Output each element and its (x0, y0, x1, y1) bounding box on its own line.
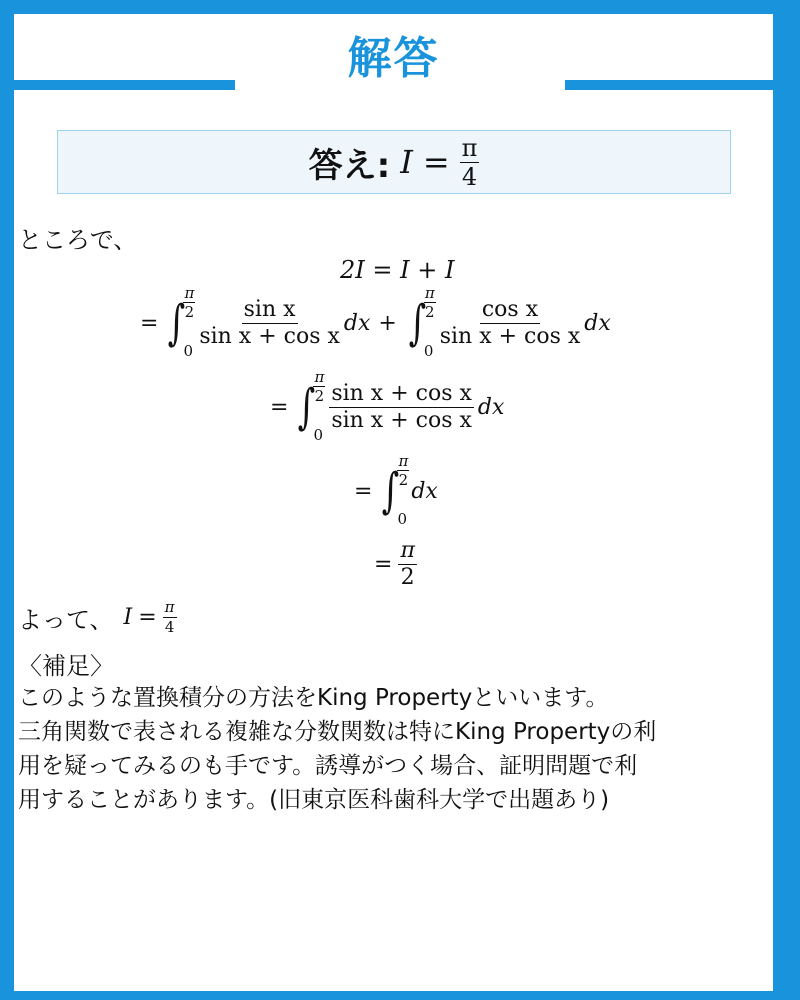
fraction-cos (439, 296, 581, 349)
equals-sign: = (270, 394, 289, 420)
lower-limit: 0 (313, 426, 323, 444)
differential: dx (411, 478, 438, 504)
upper-limit-num: π (314, 368, 325, 386)
answer-equation (400, 133, 479, 191)
answer-label: 答え: (308, 145, 391, 186)
integral-sign: ∫ (408, 295, 427, 351)
lower-limit: 0 (397, 510, 407, 528)
answer-box (57, 130, 731, 194)
fraction-sum (329, 380, 474, 433)
fraction-sum-num: sin x + cos x (331, 380, 472, 406)
answer-numerator: π (461, 133, 478, 162)
integral-sign: ∫ (168, 295, 186, 351)
answer-fraction (460, 133, 480, 191)
differential: dx (343, 310, 371, 336)
page-title: 解答 (347, 33, 440, 84)
upper-limit-den: 2 (398, 471, 409, 489)
result-denominator: 2 (400, 565, 415, 590)
equation-line-1: 2I = I + I (340, 256, 455, 284)
title-underline-right (565, 80, 773, 90)
upper-limit-den: 2 (184, 303, 195, 321)
equals-sign: = (374, 552, 393, 577)
equation-line-4 (354, 454, 438, 528)
note-line: 用することがあります。(旧東京医科歯科大学で出題あり) (18, 787, 610, 813)
lower-limit: 0 (183, 342, 193, 360)
conclusion-prefix: よって、 (18, 606, 114, 634)
upper-limit-num: π (424, 284, 435, 302)
worksheet (14, 14, 773, 991)
conclusion-line (18, 600, 177, 635)
upper-limit-den: 2 (314, 387, 325, 405)
result-numerator: π (400, 538, 415, 563)
equation-line-5 (374, 540, 417, 589)
integral-sign: ∫ (298, 379, 316, 435)
conclusion-fraction (163, 600, 177, 635)
conclusion-numerator: π (164, 598, 175, 616)
fraction-sin (199, 296, 340, 349)
equals-sign: = (140, 310, 159, 336)
note-line: 用を疑ってみるのも手です。誘導がつく場合、証明問題で利 (18, 753, 638, 779)
upper-limit-num: π (398, 452, 409, 470)
differential: dx (477, 394, 505, 420)
equation-line-2 (140, 286, 611, 360)
result-fraction (398, 540, 416, 589)
conclusion-lhs: I (123, 605, 133, 630)
fraction-cos-num: cos x (481, 296, 539, 322)
integral-sign: ∫ (382, 463, 400, 519)
fraction-sum-den: sin x + cos x (331, 407, 472, 433)
fraction-sin-den: sin x + cos x (199, 323, 340, 349)
fraction-cos-den: sin x + cos x (439, 323, 581, 349)
answer-denominator: 4 (461, 162, 478, 191)
title-underline-left (14, 80, 235, 90)
lower-limit: 0 (423, 342, 434, 360)
note-line: 三角関数で表される複雑な分数関数は特にKing Propertyの利 (18, 719, 657, 745)
conclusion-denominator: 4 (164, 618, 175, 636)
answer-lhs: I (400, 143, 413, 181)
conclusion-equals: = (138, 605, 157, 630)
upper-limit-den: 2 (425, 303, 435, 321)
plus-sign: + (378, 310, 397, 336)
equation-line-3 (270, 370, 504, 444)
note-heading: 〈補足〉 (18, 652, 114, 680)
answer-equals: = (422, 143, 450, 181)
note-line: このような置換積分の方法をKing Propertyといいます。 (18, 685, 609, 711)
lead-text: ところで、 (18, 226, 138, 254)
fraction-sin-num: sin x (243, 296, 296, 322)
equals-sign: = (354, 478, 373, 504)
differential: dx (584, 310, 611, 336)
upper-limit-num: π (184, 284, 195, 302)
